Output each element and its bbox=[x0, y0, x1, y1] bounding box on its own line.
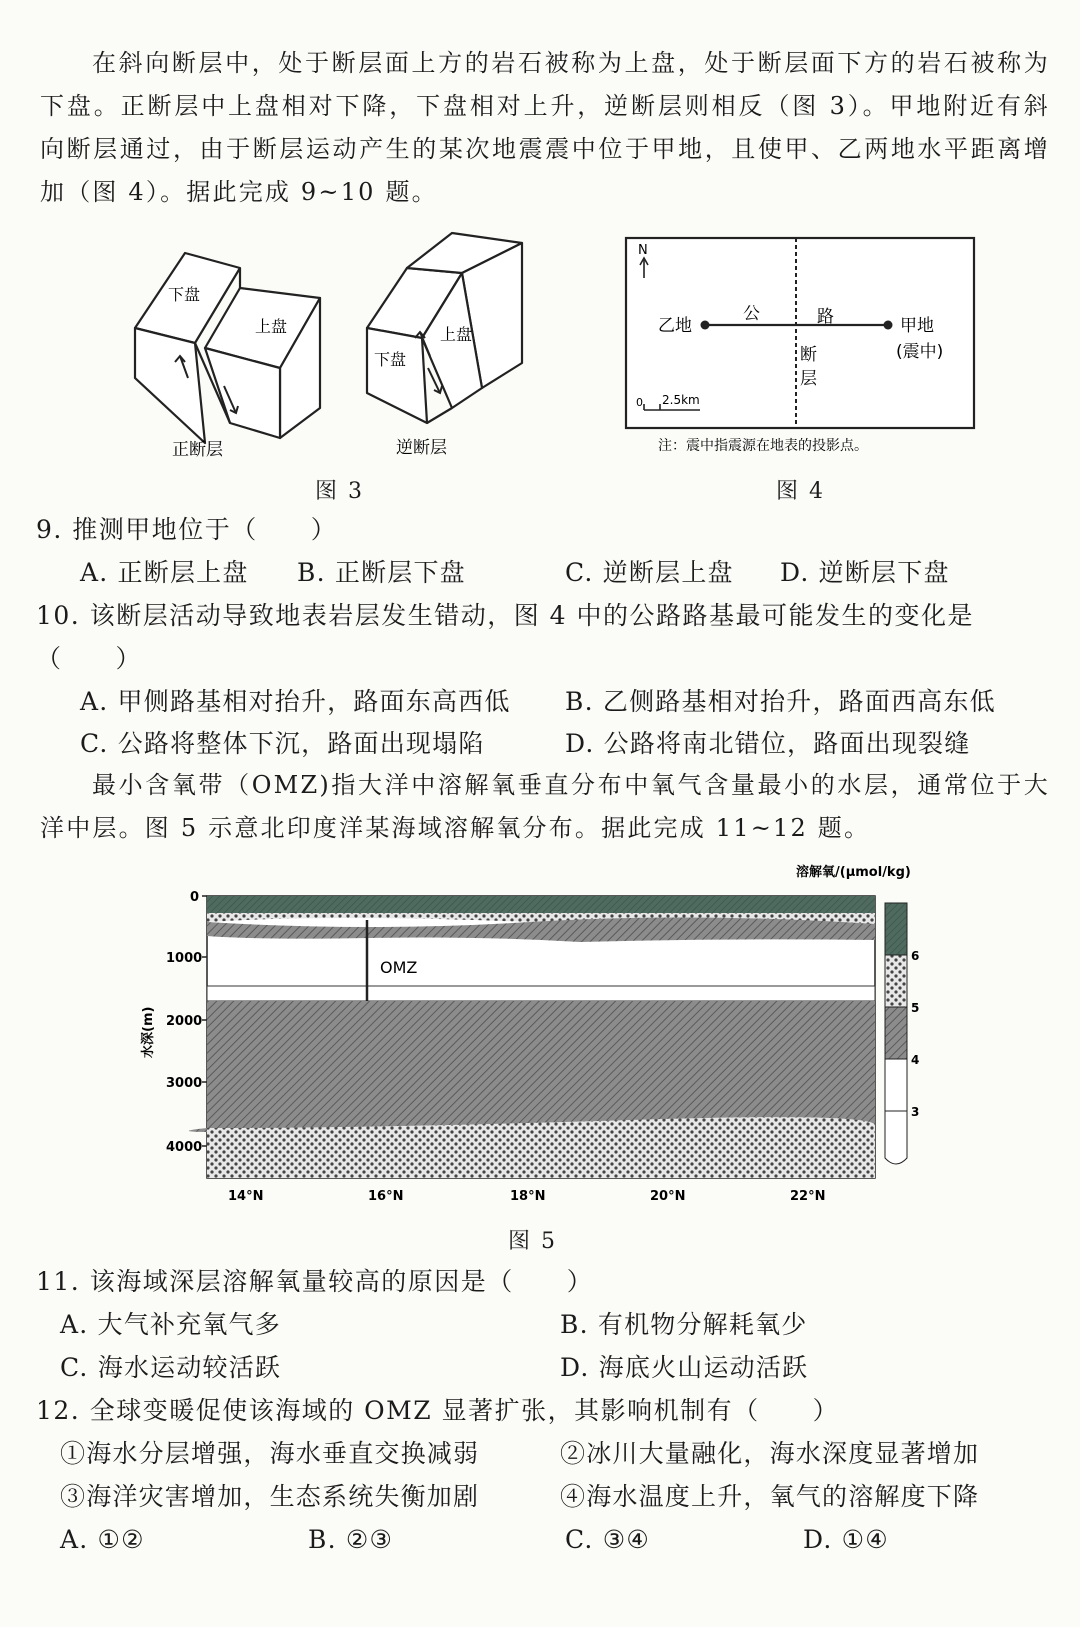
fault-label-2: 层 bbox=[800, 369, 817, 389]
q10-option-c: C. 公路将整体下沉，路面出现塌陷 bbox=[80, 729, 485, 758]
q11-option-b: B. 有机物分解耗氧少 bbox=[560, 1310, 808, 1339]
q10-option-d: D. 公路将南北错位，路面出现裂缝 bbox=[565, 729, 971, 758]
figure-5-oxygen-section bbox=[130, 858, 920, 1208]
reverse-footwall-label: 下盘 bbox=[374, 350, 407, 369]
q10-option-b: B. 乙侧路基相对抬升，路面西高东低 bbox=[565, 687, 996, 716]
figure-3-caption: 图 3 bbox=[315, 479, 364, 504]
figure-4-caption: 图 4 bbox=[776, 479, 825, 504]
question-11-stem: 11. 该海域深层溶解氧量较高的原因是（ ） bbox=[36, 1267, 594, 1296]
q12-option-a: A. ①② bbox=[60, 1525, 145, 1554]
figure-5-caption: 图 5 bbox=[508, 1229, 557, 1254]
q12-statement-2: ②冰川大量融化，海水深度显著增加 bbox=[560, 1439, 980, 1468]
xtick-20n: 20°N bbox=[650, 1189, 686, 1204]
normal-footwall-label: 下盘 bbox=[168, 285, 201, 304]
xtick-22n: 22°N bbox=[790, 1189, 826, 1204]
legend-tick-3: 3 bbox=[911, 1105, 920, 1119]
legend-tick-6: 6 bbox=[911, 949, 920, 963]
ytick-4000: 4000 bbox=[166, 1140, 203, 1155]
q9-option-b: B. 正断层下盘 bbox=[297, 558, 466, 587]
reverse-hangingwall-label: 上盘 bbox=[440, 325, 473, 344]
q12-option-d: D. ①④ bbox=[803, 1525, 889, 1554]
scale-zero: 0 bbox=[636, 396, 643, 409]
q12-option-b: B. ②③ bbox=[308, 1525, 394, 1554]
question-10-stem: 10. 该断层活动导致地表岩层发生错动，图 4 中的公路路基最可能发生的变化是 bbox=[36, 601, 975, 630]
q11-option-a: A. 大气补充氧气多 bbox=[60, 1310, 281, 1339]
omz-label: OMZ bbox=[380, 958, 418, 977]
reverse-fault-title: 逆断层 bbox=[396, 438, 447, 458]
figure-4-map bbox=[620, 232, 985, 462]
xtick-18n: 18°N bbox=[510, 1189, 546, 1204]
legend-title: 溶解氧/(μmol/kg) bbox=[796, 865, 911, 880]
xtick-16n: 16°N bbox=[368, 1189, 404, 1204]
normal-hangingwall-label: 上盘 bbox=[255, 317, 288, 336]
fault-label-1: 断 bbox=[800, 345, 817, 365]
q10-option-a: A. 甲侧路基相对抬升，路面东高西低 bbox=[80, 687, 511, 716]
north-label: N bbox=[638, 243, 648, 258]
epicenter-label: (震中) bbox=[896, 342, 944, 362]
scale-value: 2.5km bbox=[662, 393, 700, 407]
question-9-stem: 9. 推测甲地位于（ ） bbox=[36, 515, 338, 544]
q11-option-d: D. 海底火山运动活跃 bbox=[560, 1353, 809, 1382]
question-12-stem: 12. 全球变暖促使该海域的 OMZ 显著扩张，其影响机制有（ ） bbox=[36, 1396, 840, 1425]
question-10-stem-cont: （ ） bbox=[36, 644, 143, 673]
q12-statement-1: ①海水分层增强，海水垂直交换减弱 bbox=[60, 1439, 480, 1468]
intro-paragraph-1: 在斜向断层中，处于断层面上方的岩石被称为上盘，处于断层面下方的岩石被称为下盘。正断层中上盘相对下降，下盘相对上升，逆断层则相反（图 3）。甲地附近有斜向断层通过，由于断层运动产生的某次地震震中位于甲地，且使甲、乙两地水平距离增加（图 4）。据此完成 9~10 题。 bbox=[40, 49, 1050, 206]
intro-paragraph-2: 最小含氧带（OMZ)指大洋中溶解氧垂直分布中氧气含量最小的水层，通常位于大洋中层。图 5 示意北印度洋某海域溶解氧分布。据此完成 11~12 题。 bbox=[40, 771, 1050, 842]
ytick-1000: 1000 bbox=[166, 951, 203, 966]
ytick-2000: 2000 bbox=[166, 1014, 203, 1029]
normal-fault-title: 正断层 bbox=[172, 440, 223, 460]
yi-label: 乙地 bbox=[658, 316, 692, 336]
q12-statement-4: ④海水温度上升，氧气的溶解度下降 bbox=[560, 1482, 980, 1511]
q9-option-a: A. 正断层上盘 bbox=[80, 558, 249, 587]
q12-option-c: C. ③④ bbox=[565, 1525, 650, 1554]
map-note: 注：震中指震源在地表的投影点。 bbox=[658, 438, 868, 454]
y-axis-label: 水深(m) bbox=[141, 1006, 156, 1058]
legend-tick-5: 5 bbox=[911, 1001, 920, 1015]
road-label-1: 公 bbox=[743, 304, 760, 324]
q9-option-d: D. 逆断层下盘 bbox=[780, 558, 950, 587]
road-label-2: 路 bbox=[817, 307, 834, 327]
q9-option-c: C. 逆断层上盘 bbox=[565, 558, 734, 587]
figure-3-fault-diagrams bbox=[130, 228, 550, 468]
ytick-3000: 3000 bbox=[166, 1076, 203, 1091]
xtick-14n: 14°N bbox=[228, 1189, 264, 1204]
q12-statement-3: ③海洋灾害增加，生态系统失衡加剧 bbox=[60, 1482, 480, 1511]
q11-option-c: C. 海水运动较活跃 bbox=[60, 1353, 282, 1382]
legend-tick-4: 4 bbox=[911, 1053, 920, 1067]
jia-label: 甲地 bbox=[900, 316, 934, 336]
ytick-0: 0 bbox=[190, 890, 200, 905]
